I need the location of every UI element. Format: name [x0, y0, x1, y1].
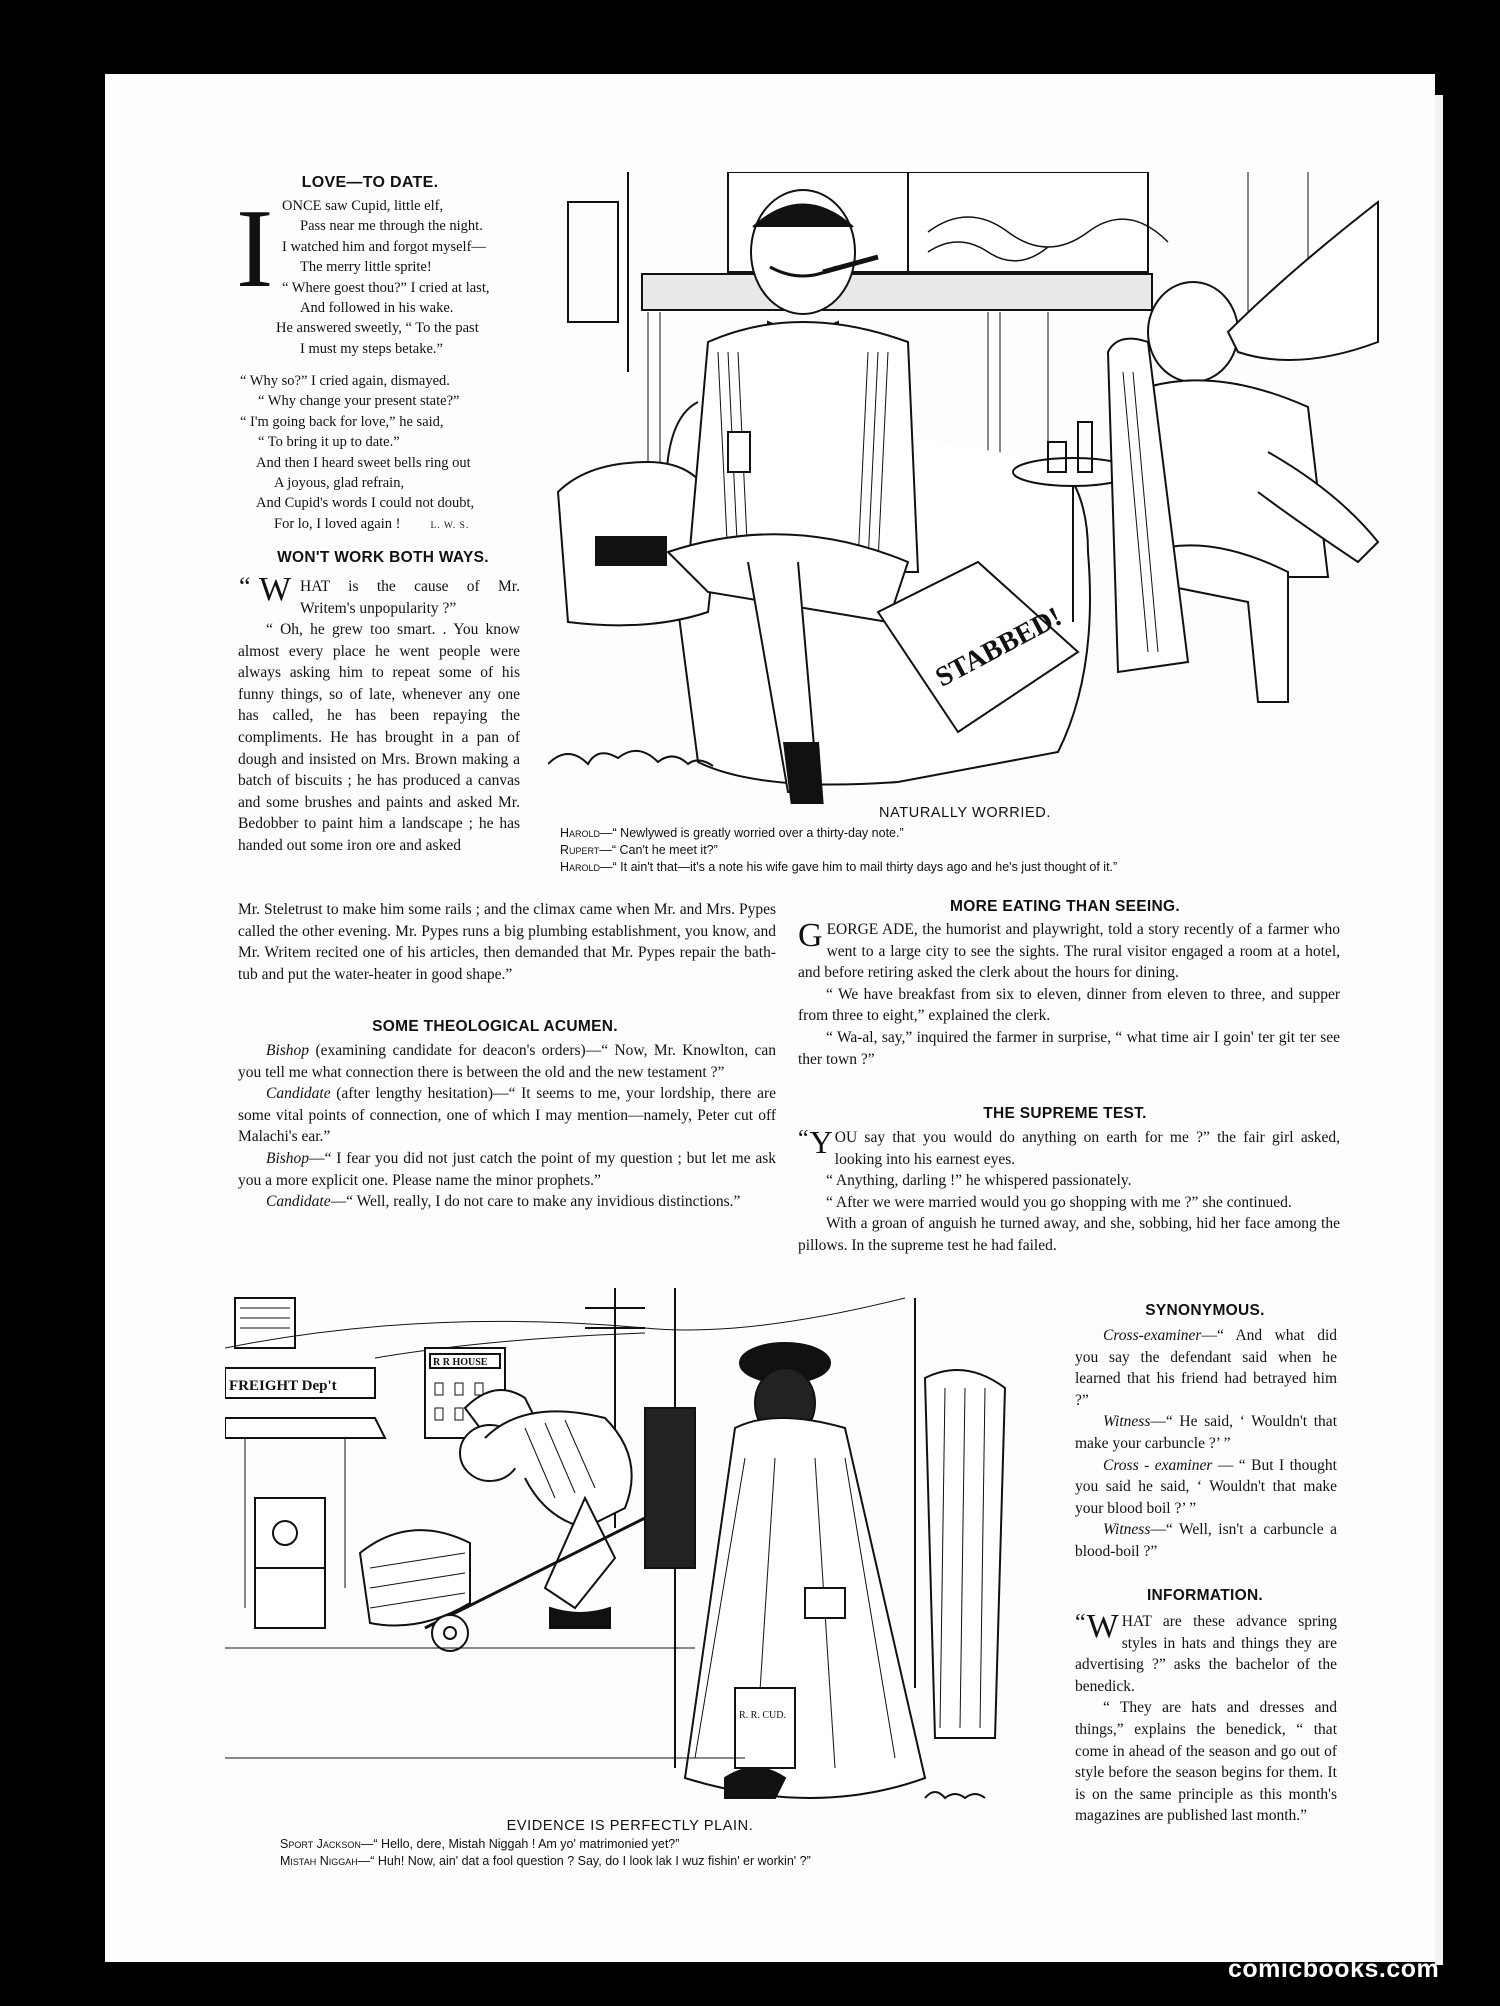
more-eating-para: “ We have breakfast from six to eleven, dinner from eleven to three, and supper from three to eight,” explained the clerk. [798, 985, 1340, 1025]
poem-line: I watched him and forgot myself— [282, 238, 486, 255]
more-eating-para: “ Wa-al, say,” inquired the farmer in surprise, “ what time air I goin' ter git ter see ther town ?” [798, 1028, 1340, 1068]
dialogue: —“ I fear you did not just catch the point of my question ; but let me ask you a more explicit one. Please name the minor prophets.” [238, 1149, 776, 1189]
dialogue: (after lengthy hesitation)—“ It seems to me, your lordship, there are some vital points of connection, one of which I may mention—namely, Peter cut off Malachi's ear.” [238, 1085, 776, 1146]
synonymous-para [1075, 1519, 1337, 1562]
caption-text: “ Can't he meet it?” [611, 843, 718, 857]
caption-line [560, 859, 1340, 876]
poem-line: “ Where goest thou?” I cried at last, [282, 279, 490, 296]
caption-line [280, 1836, 1060, 1853]
poem-signature: L. W. S. [430, 520, 470, 531]
synonymous-text [1075, 1325, 1337, 1563]
evidence-drawing [225, 1288, 1065, 1818]
poem-line: “ Why so?” I cried again, dismayed. [240, 373, 450, 389]
newspaper-headline: STABBED! [930, 601, 1067, 694]
theological-para [238, 1083, 776, 1148]
speaker: Cross-examiner [1103, 1327, 1202, 1344]
synonymous-para [1075, 1455, 1337, 1520]
naturally-worried-drawing [548, 172, 1388, 804]
evidence-illustration [225, 1288, 1065, 1818]
poem-drop-cap: I [236, 187, 274, 311]
supreme-test-para: With a groan of anguish he turned away, and she, sobbing, hid her face among the pillows. In the supreme test he had failed. [798, 1215, 1340, 1254]
theological-para [238, 1148, 776, 1191]
caption-speaker: Mistah Niggah— [280, 1854, 371, 1868]
wont-work-first-lines [300, 576, 520, 619]
information-title: INFORMATION. [1146, 1587, 1264, 1604]
more-eating-text [798, 919, 1340, 1070]
wont-work-narrow-text [238, 619, 520, 857]
theological-para [238, 1040, 776, 1083]
speaker: Bishop [266, 1149, 310, 1167]
dialogue: —“ Well, isn't a carbuncle a blood-boil ?” [1075, 1521, 1337, 1560]
page-edge [1435, 95, 1443, 1965]
watermark-text: comicbooks.com [1228, 1955, 1440, 1983]
caption-line [560, 842, 1340, 859]
freight-sign: FREIGHT Dep't [229, 1378, 337, 1394]
caption-speaker: Harold— [560, 826, 613, 840]
supreme-test-para: “ Anything, darling !” he whispered passionately. [826, 1172, 1132, 1190]
poem-line: And then I heard sweet bells ring out [256, 454, 471, 471]
wont-work-paragraph: “ Oh, he grew too smart. . You know almost every place he went people were always asking him to repeat some of his funny things, so of late, whenever any one has called, he has been repaying the compliments. He has brought in a pan of dough and insisted on Mrs. Brown making a batch of biscuits ; he has produced a canvas and some brushes and paints and asked Mr. Bedobber to paint him a landscape ; he has handed out some iron ore and asked [238, 621, 520, 854]
poem-line: “ To bring it up to date.” [258, 434, 400, 451]
wont-work-wide-text [238, 899, 776, 985]
poem-title: LOVE—TO DATE. [301, 174, 439, 191]
speaker: Candidate [266, 1085, 331, 1103]
wont-work-line: Writem's unpopularity ?” [300, 599, 457, 617]
poem-line: Pass near me through the night. [300, 218, 483, 235]
information-opening-quote: “ [1075, 1610, 1086, 1636]
cartoon1-caption [560, 825, 1340, 876]
more-eating-drop-cap: G [798, 917, 823, 954]
theological-para [238, 1191, 776, 1213]
caption-text: “ It ain't that—it's a note his wife gave him to mail thirty days ago and he's just thought of it.” [612, 860, 1118, 874]
site-watermark [1228, 1955, 1478, 2006]
cartoon2-title: EVIDENCE IS PERFECTLY PLAIN. [506, 1818, 754, 1834]
poem-line: I must my steps betake.” [300, 340, 443, 357]
cartoon2-caption [280, 1836, 1060, 1870]
supreme-test-opening-quote: “ [798, 1126, 809, 1152]
speaker: Cross - examiner [1103, 1456, 1213, 1474]
scan-border [1443, 95, 1483, 1965]
synonymous-title: SYNONYMOUS. [1145, 1302, 1265, 1319]
information-text [1075, 1608, 1337, 1827]
information-para: HAT are these advance spring styles in hats and things they are advertising ?” asks the bachelor of the benedick. [1075, 1613, 1337, 1695]
caption-speaker: Sport Jackson— [280, 1837, 374, 1851]
information-drop-cap: W [1086, 1608, 1119, 1645]
speaker: Witness [1103, 1413, 1151, 1431]
dialogue: —“ He said, ‘ Wouldn't that make your carbuncle ?’ ” [1075, 1413, 1337, 1452]
poem-line [240, 514, 530, 536]
dialogue: —“ And what did you say the defendant said when he learned that his friend had betrayed him ?” [1075, 1327, 1337, 1409]
wont-work-title: WON'T WORK BOTH WAYS. [277, 549, 489, 566]
supreme-test-title: THE SUPREME TEST. [983, 1105, 1147, 1122]
wont-work-line: HAT is the cause of Mr. [300, 578, 520, 595]
speaker: Bishop [266, 1042, 310, 1059]
poem-last-line: For lo, I loved again ! [274, 515, 401, 532]
supreme-test-para: OU say that you would do anything on earth for me ?” the fair girl asked, looking into his earnest eyes. [834, 1129, 1340, 1168]
poem-stanza-1 [276, 196, 522, 359]
poem-line: The merry little sprite! [300, 259, 432, 276]
caption-speaker: Harold— [560, 860, 613, 874]
poem-line: “ I'm going back for love,” he said, [240, 413, 444, 430]
more-eating-para: EORGE ADE, the humorist and playwright, told a story recently of a farmer who went to a large city to see the sights. The rural visitor engaged a room at a hotel, and before retiring asked the clerk about the hours for dining. [798, 921, 1340, 982]
caption-line [280, 1853, 1060, 1870]
dialogue: — “ But I thought you said he said, ‘ Wouldn't that make your blood boil ?’ ” [1075, 1456, 1337, 1517]
theological-title: SOME THEOLOGICAL ACUMEN. [372, 1018, 618, 1035]
caption-text: “ Hello, dere, Mistah Niggah ! Am yo' matrimonied yet?” [373, 1837, 680, 1851]
information-para: “ They are hats and dresses and things,” explains the benedick, “ that come in ahead of the season and go out of style before the season begins for them. It is on the same principle as this month's magazines are published last month.” [1075, 1699, 1337, 1825]
poem-line: A joyous, glad refrain, [274, 475, 405, 492]
poem-line: And Cupid's words I could not doubt, [256, 495, 475, 512]
dialogue: —“ Well, really, I do not care to make any invidious distinctions.” [330, 1193, 741, 1211]
cartoon1-title: NATURALLY WORRIED. [879, 805, 1051, 821]
more-eating-title: MORE EATING THAN SEEING. [950, 898, 1180, 915]
naturally-worried-illustration [548, 172, 1388, 804]
caption-line [560, 825, 1340, 842]
caption-text: “ Newlywed is greatly worried over a thirty-day note.” [612, 826, 904, 840]
supreme-test-para: “ After we were married would you go shopping with me ?” she continued. [826, 1193, 1292, 1211]
speaker: Witness [1103, 1521, 1151, 1539]
box-label: R. R. CUD. [739, 1710, 786, 1721]
supreme-test-text [798, 1124, 1340, 1257]
dialogue: (examining candidate for deacon's orders)—“ Now, Mr. Knowlton, can you tell me what connection there is between the old and the new testament ?” [238, 1042, 776, 1081]
synonymous-para [1075, 1411, 1337, 1454]
speaker: Candidate [266, 1193, 331, 1211]
poem-line: And followed in his wake. [300, 300, 454, 317]
rr-house-sign: R R HOUSE [433, 1357, 488, 1368]
poem-stanza-2 [240, 371, 530, 536]
theological-text [238, 1040, 776, 1213]
wont-work-drop-cap: W [259, 571, 292, 608]
wont-work-opening-quote: “ [239, 572, 251, 601]
poem-line: ONCE saw Cupid, little elf, [282, 198, 444, 214]
poem-line: “ Why change your present state?” [258, 393, 460, 410]
caption-text: “ Huh! Now, ain' dat a fool question ? Say, do I look lak I wuz fishin' er workin' ?” [370, 1854, 811, 1868]
caption-speaker: Rupert— [560, 843, 612, 857]
synonymous-para [1075, 1325, 1337, 1411]
supreme-test-drop-cap: Y [809, 1124, 833, 1160]
wont-work-paragraph-cont: Mr. Steletrust to make him some rails ; and the climax came when Mr. and Mrs. Pypes called the other evening. Mr. Pypes runs a big plumbing establishment, you know, and Mr. Writem recited one of his articles, then demanded that Mr. Pypes repair the bath-tub and put the water-heater in good shape.” [238, 901, 776, 983]
poem-line: He answered sweetly, “ To the past [276, 320, 479, 337]
